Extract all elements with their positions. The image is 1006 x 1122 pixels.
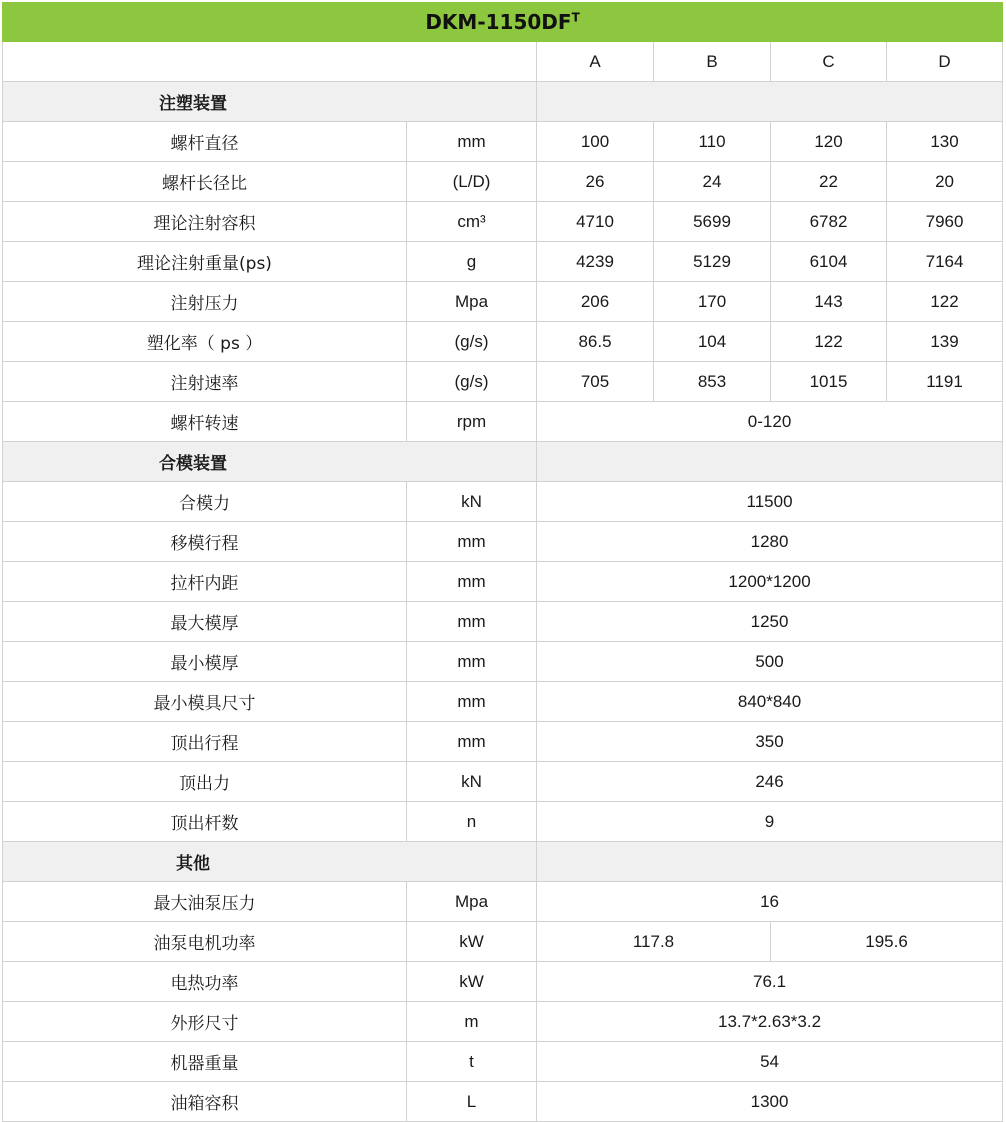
- section-title-text: 合模装置: [159, 454, 227, 474]
- param-unit: mm: [407, 562, 537, 602]
- section-header-row: [3, 842, 1003, 882]
- param-name: 最小模厚: [3, 642, 407, 682]
- table-row: [3, 402, 1003, 442]
- param-unit: mm: [407, 522, 537, 562]
- param-name: 外形尺寸: [3, 1002, 407, 1042]
- param-value: 130: [887, 122, 1003, 162]
- param-name: 移模行程: [3, 522, 407, 562]
- table-row: [3, 322, 1003, 362]
- param-name: 顶出杆数: [3, 802, 407, 842]
- param-value: 1280: [537, 522, 1003, 562]
- param-value: 705: [537, 362, 654, 402]
- param-value: 76.1: [537, 962, 1003, 1002]
- param-unit: mm: [407, 722, 537, 762]
- param-value: 6104: [771, 242, 887, 282]
- param-value: 9: [537, 802, 1003, 842]
- table-row: [3, 1082, 1003, 1122]
- column-header-row: [3, 42, 1003, 82]
- section-header-row: [3, 82, 1003, 122]
- param-name: 理论注射重量(ps): [3, 242, 407, 282]
- table-row: [3, 1042, 1003, 1082]
- table-row: [3, 802, 1003, 842]
- param-value: 840*840: [537, 682, 1003, 722]
- param-value: 0-120: [537, 402, 1003, 442]
- param-value: 26: [537, 162, 654, 202]
- table-row: [3, 1002, 1003, 1042]
- spec-table-body: [3, 3, 1003, 1122]
- param-unit: kW: [407, 922, 537, 962]
- param-unit: t: [407, 1042, 537, 1082]
- param-value: 350: [537, 722, 1003, 762]
- param-name: 最大模厚: [3, 602, 407, 642]
- param-value: 4710: [537, 202, 654, 242]
- table-row: [3, 602, 1003, 642]
- param-unit: mm: [407, 602, 537, 642]
- param-value: 1300: [537, 1082, 1003, 1122]
- table-row: [3, 682, 1003, 722]
- section-title: [3, 842, 537, 882]
- table-row: [3, 282, 1003, 322]
- param-unit: m: [407, 1002, 537, 1042]
- param-value: 246: [537, 762, 1003, 802]
- param-value: 54: [537, 1042, 1003, 1082]
- model-superscript: T: [571, 10, 580, 25]
- param-value: 104: [654, 322, 771, 362]
- section-title-text: 其他: [176, 854, 210, 874]
- table-row: [3, 962, 1003, 1002]
- spec-table: [2, 2, 1003, 1122]
- column-header-c: C: [771, 42, 887, 82]
- param-name: 理论注射容积: [3, 202, 407, 242]
- param-value: 11500: [537, 482, 1003, 522]
- table-row: [3, 522, 1003, 562]
- param-unit: kN: [407, 762, 537, 802]
- param-value: 16: [537, 882, 1003, 922]
- table-row: [3, 722, 1003, 762]
- param-value: 500: [537, 642, 1003, 682]
- param-unit: (g/s): [407, 322, 537, 362]
- header-blank: [3, 42, 537, 82]
- param-name: 顶出行程: [3, 722, 407, 762]
- param-unit: Mpa: [407, 282, 537, 322]
- section-blank: [537, 442, 1003, 482]
- param-unit: n: [407, 802, 537, 842]
- param-name: 拉杆内距: [3, 562, 407, 602]
- column-header-a: A: [537, 42, 654, 82]
- table-row: [3, 362, 1003, 402]
- param-value: 1015: [771, 362, 887, 402]
- param-unit: mm: [407, 642, 537, 682]
- section-header-row: [3, 442, 1003, 482]
- param-value: 122: [771, 322, 887, 362]
- param-unit: mm: [407, 682, 537, 722]
- param-name: 注射速率: [3, 362, 407, 402]
- param-name: 最大油泵压力: [3, 882, 407, 922]
- param-value: 120: [771, 122, 887, 162]
- param-unit: Mpa: [407, 882, 537, 922]
- param-unit: mm: [407, 122, 537, 162]
- param-unit: rpm: [407, 402, 537, 442]
- param-unit: kW: [407, 962, 537, 1002]
- table-row: [3, 122, 1003, 162]
- table-row: [3, 562, 1003, 602]
- table-row: [3, 762, 1003, 802]
- model-title: [3, 3, 1003, 42]
- param-name: 电热功率: [3, 962, 407, 1002]
- param-value: 139: [887, 322, 1003, 362]
- title-row: [3, 3, 1003, 42]
- table-row: [3, 882, 1003, 922]
- section-title: [3, 442, 537, 482]
- param-value: 1200*1200: [537, 562, 1003, 602]
- param-unit: g: [407, 242, 537, 282]
- param-value: 170: [654, 282, 771, 322]
- param-unit: kN: [407, 482, 537, 522]
- param-value: 206: [537, 282, 654, 322]
- param-value: 22: [771, 162, 887, 202]
- param-name: 螺杆直径: [3, 122, 407, 162]
- param-value: 13.7*2.63*3.2: [537, 1002, 1003, 1042]
- param-value: 24: [654, 162, 771, 202]
- param-name: 顶出力: [3, 762, 407, 802]
- param-value: 6782: [771, 202, 887, 242]
- param-name: 塑化率（ ps ）: [3, 322, 407, 362]
- param-value: 7164: [887, 242, 1003, 282]
- table-row: [3, 242, 1003, 282]
- param-value: 7960: [887, 202, 1003, 242]
- param-name: 油泵电机功率: [3, 922, 407, 962]
- param-value: 20: [887, 162, 1003, 202]
- column-header-b: B: [654, 42, 771, 82]
- section-blank: [537, 842, 1003, 882]
- param-name: 油箱容积: [3, 1082, 407, 1122]
- param-name: 机器重量: [3, 1042, 407, 1082]
- param-name: 注射压力: [3, 282, 407, 322]
- table-row: [3, 922, 1003, 962]
- param-value: 5129: [654, 242, 771, 282]
- table-row: [3, 162, 1003, 202]
- param-value: 86.5: [537, 322, 654, 362]
- param-name: 螺杆转速: [3, 402, 407, 442]
- param-value: 100: [537, 122, 654, 162]
- param-value: 143: [771, 282, 887, 322]
- param-unit: (g/s): [407, 362, 537, 402]
- table-row: [3, 642, 1003, 682]
- param-unit: L: [407, 1082, 537, 1122]
- param-unit: cm³: [407, 202, 537, 242]
- param-value: 122: [887, 282, 1003, 322]
- column-header-d: D: [887, 42, 1003, 82]
- section-blank: [537, 82, 1003, 122]
- table-row: [3, 482, 1003, 522]
- param-value: 853: [654, 362, 771, 402]
- param-name: 合模力: [3, 482, 407, 522]
- param-unit: (L/D): [407, 162, 537, 202]
- param-value: 117.8: [537, 922, 771, 962]
- section-title: [3, 82, 537, 122]
- table-row: [3, 202, 1003, 242]
- param-value: 4239: [537, 242, 654, 282]
- param-value: 110: [654, 122, 771, 162]
- param-value: 1250: [537, 602, 1003, 642]
- param-value: 1191: [887, 362, 1003, 402]
- model-name: DKM-1150DF: [425, 10, 572, 34]
- param-value: 5699: [654, 202, 771, 242]
- param-name: 螺杆长径比: [3, 162, 407, 202]
- section-title-text: 注塑装置: [159, 94, 227, 114]
- param-value: 195.6: [771, 922, 1003, 962]
- param-name: 最小模具尺寸: [3, 682, 407, 722]
